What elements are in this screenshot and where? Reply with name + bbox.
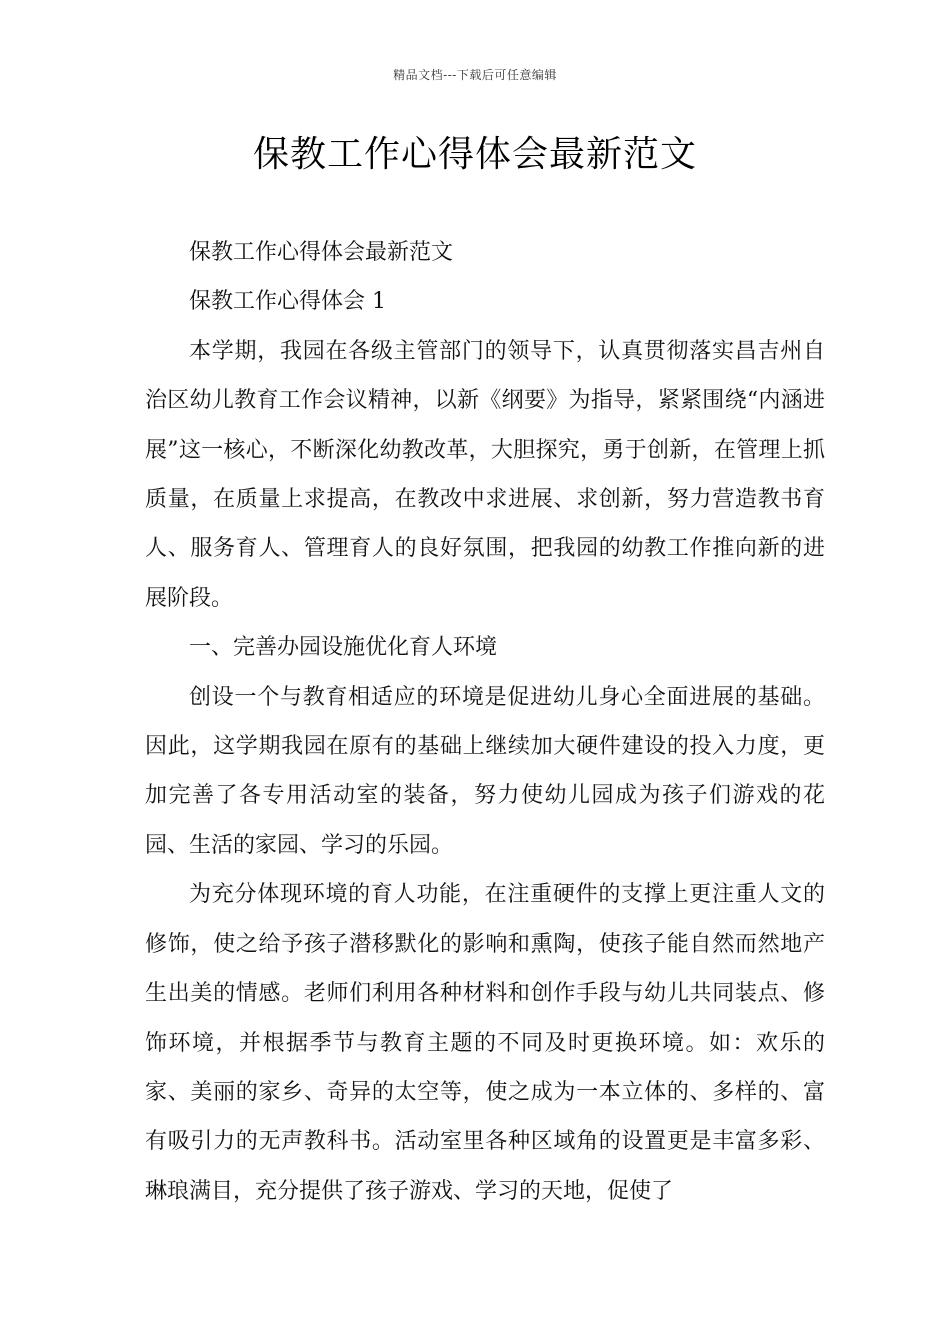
document-body — [145, 228, 825, 1216]
paragraph-subtitle: 保教工作心得体会最新范文 — [189, 240, 454, 265]
paragraph-heading-1: 一、完善办园设施优化育人环境 — [189, 635, 498, 661]
paragraph: 本学期，我园在各级主管部门的领导下，认真贯彻落实昌吉州自治区幼儿教育工作会议精神，以新《纲要》为指导，紧紧围绕“内涵进展”这一核心，不断深化幼教改革，大胆探究，勇于创新，在管理上抓质量，在质量上求提高，在教改中求进展、求创新，努力营造教书育人、服务育人、管理育人的良好氛围，把我园的幼教工作推向新的进展阶段。 — [145, 338, 825, 611]
paragraph: 创设一个与教育相适应的环境是促进幼儿身心全面进展的基础。因此，这学期我园在原有的基础上继续加大硬件建设的投入力度，更加完善了各专用活动室的装备，努力使幼儿园成为孩子们游戏的花园、生活的家园、学习的乐园。 — [145, 684, 825, 858]
header-note: 精品文档---下载后可任意编辑 — [393, 68, 557, 82]
paragraph-section-heading: 保教工作心得体会 1 — [189, 289, 386, 315]
paragraph: 为充分体现环境的育人功能，在注重硬件的支撑上更注重人文的修饰，使之给予孩子潜移默化的影响和熏陶，使孩子能自然而然地产生出美的情感。老师们利用各种材料和创作手段与幼儿共同装点、修饰环境，并根据季节与教育主题的不同及时更换环境。如：欢乐的家、美丽的家乡、奇异的太空等，使之成为一本立体的、多样的、富有吸引力的无声教科书。活动室里各种区域角的设置更是丰富多彩、琳琅满目，充分提供了孩子游戏、学习的天地，促使了 — [145, 882, 825, 1204]
document-title: 保教工作心得体会最新范文 — [252, 134, 697, 175]
